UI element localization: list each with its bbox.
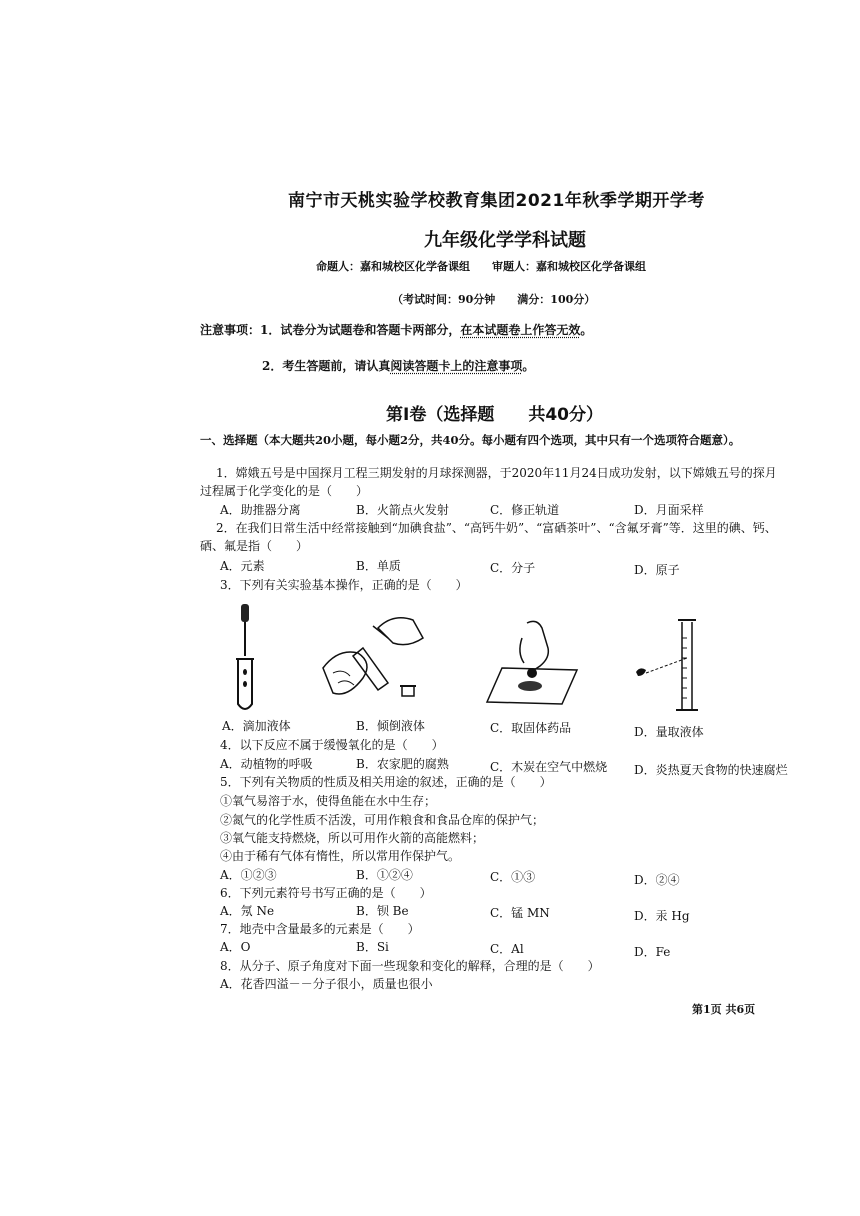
- q2-stem-line1: 2．在我们日常生活中经常接触到“加碘食盐”、“高钙牛奶”、“富硒茶叶”、“含氟牙膏”等．这里的碘、钙、: [216, 521, 777, 535]
- q4-stem: 4．以下反应不属于缓慢氧化的是（ ）: [220, 738, 444, 752]
- notice-item-2: [262, 357, 534, 374]
- section1-instructions: 一、选择题（本大题共20小题，每小题2分，共40分。每小题有四个选项，其中只有一个选项符合题意）。: [200, 433, 741, 447]
- q5-statement-1: ①氧气易溶于水，使得鱼能在水中生存；: [220, 794, 437, 808]
- q3-option-b: B．倾倒液体: [356, 719, 425, 733]
- notice-2-prefix: 2．考生答题前，请认真: [262, 359, 391, 373]
- q2-option-c: C．分子: [490, 561, 536, 575]
- q7-option-b: B．Si: [356, 940, 389, 954]
- q1-option-b: B．火箭点火发射: [356, 503, 449, 517]
- q7-option-a: A．O: [220, 940, 251, 954]
- subject-title: 九年级化学学科试题: [424, 230, 586, 251]
- q6-option-c: C．锰 MN: [490, 906, 550, 920]
- q6-option-a: A．氖 Ne: [220, 904, 275, 918]
- q2-option-d: D．原子: [634, 563, 680, 577]
- q3-stem: 3．下列有关实验基本操作，正确的是（ ）: [220, 578, 468, 592]
- q1-stem-line1: 1．嫦娥五号是中国探月工程三期发射的月球探测器，于2020年11月24日成功发射，以下嫦娥五号的探月: [216, 466, 777, 480]
- q2-option-a: A．元素: [220, 559, 265, 573]
- q5-option-b: B．①②④: [356, 868, 413, 882]
- authors-line: 命题人：嘉和城校区化学备课组 审题人：嘉和城校区化学备课组: [316, 260, 646, 273]
- solid-sample-figure: [482, 618, 582, 708]
- school-title: 南宁市天桃实验学校教育集团2021年秋季学期开学考: [288, 191, 705, 211]
- q6-stem: 6．下列元素符号书写正确的是（ ）: [220, 886, 432, 900]
- pouring-liquid-figure: [318, 608, 438, 716]
- q3-option-a: A．滴加液体: [222, 719, 291, 733]
- q8-stem: 8．从分子、原子角度对下面一些现象和变化的解释，合理的是（ ）: [220, 959, 600, 973]
- q1-option-d: D．月面采样: [634, 503, 704, 517]
- q5-statement-4: ④由于稀有气体有惰性，所以常用作保护气。: [220, 849, 461, 863]
- notice-2-emphasis: 阅读答题卡上的注意事项: [390, 359, 523, 373]
- q6-option-d: D．汞 Hg: [634, 909, 690, 923]
- q5-option-c: C．①③: [490, 870, 536, 884]
- q7-option-d: D．Fe: [634, 945, 671, 959]
- graduated-cylinder-figure: [632, 618, 712, 718]
- dropper-figure: [222, 604, 272, 714]
- q8-option-a: A．花香四溢－－分子很小，质量也很小: [220, 977, 433, 991]
- q5-statement-3: ③氧气能支持燃烧，所以可用作火箭的高能燃料；: [220, 831, 485, 845]
- q3-option-d: D．量取液体: [634, 725, 704, 739]
- q1-option-a: A．助推器分离: [220, 503, 301, 517]
- notice-item-1: [200, 321, 592, 338]
- q4-option-d: D．炎热夏天食物的快速腐烂: [634, 763, 788, 777]
- q5-statement-2: ②氮气的化学性质不活泼，可用作粮食和食品仓库的保护气；: [220, 813, 545, 827]
- q4-option-b: B．农家肥的腐熟: [356, 757, 449, 771]
- q5-stem: 5．下列有关物质的性质及相关用途的叙述，正确的是（ ）: [220, 775, 552, 789]
- q1-stem-line2: 过程属于化学变化的是（ ）: [200, 484, 369, 498]
- q7-stem: 7．地壳中含量最多的元素是（ ）: [220, 922, 420, 936]
- notice-label: 注意事项：: [200, 323, 261, 337]
- part1-title: 第Ⅰ卷（选择题 共40分）: [386, 405, 603, 425]
- q7-option-c: C．Al: [490, 942, 524, 956]
- notice-1-suffix: 。: [580, 323, 593, 337]
- notice-2-suffix: 。: [522, 359, 535, 373]
- q5-option-a: A．①②③: [220, 868, 277, 882]
- notice-1-emphasis: 在本试题卷上作答无效: [460, 323, 581, 337]
- q5-option-d: D．②④: [634, 873, 680, 887]
- q3-option-c: C．取固体药品: [490, 721, 572, 735]
- q4-option-c: C．木炭在空气中燃烧: [490, 760, 608, 774]
- time-info: （考试时间：90分钟 满分：100分）: [392, 293, 596, 306]
- q1-option-c: C．修正轨道: [490, 503, 560, 517]
- page-number: 第1页 共6页: [692, 1003, 756, 1016]
- notice-1-prefix: 1．试卷分为试题卷和答题卡两部分，: [260, 323, 461, 337]
- q6-option-b: B．钡 Be: [356, 904, 409, 918]
- q2-stem-line2: 硒、氟是指（ ）: [200, 539, 309, 553]
- q2-option-b: B．单质: [356, 559, 401, 573]
- q4-option-a: A．动植物的呼吸: [220, 757, 313, 771]
